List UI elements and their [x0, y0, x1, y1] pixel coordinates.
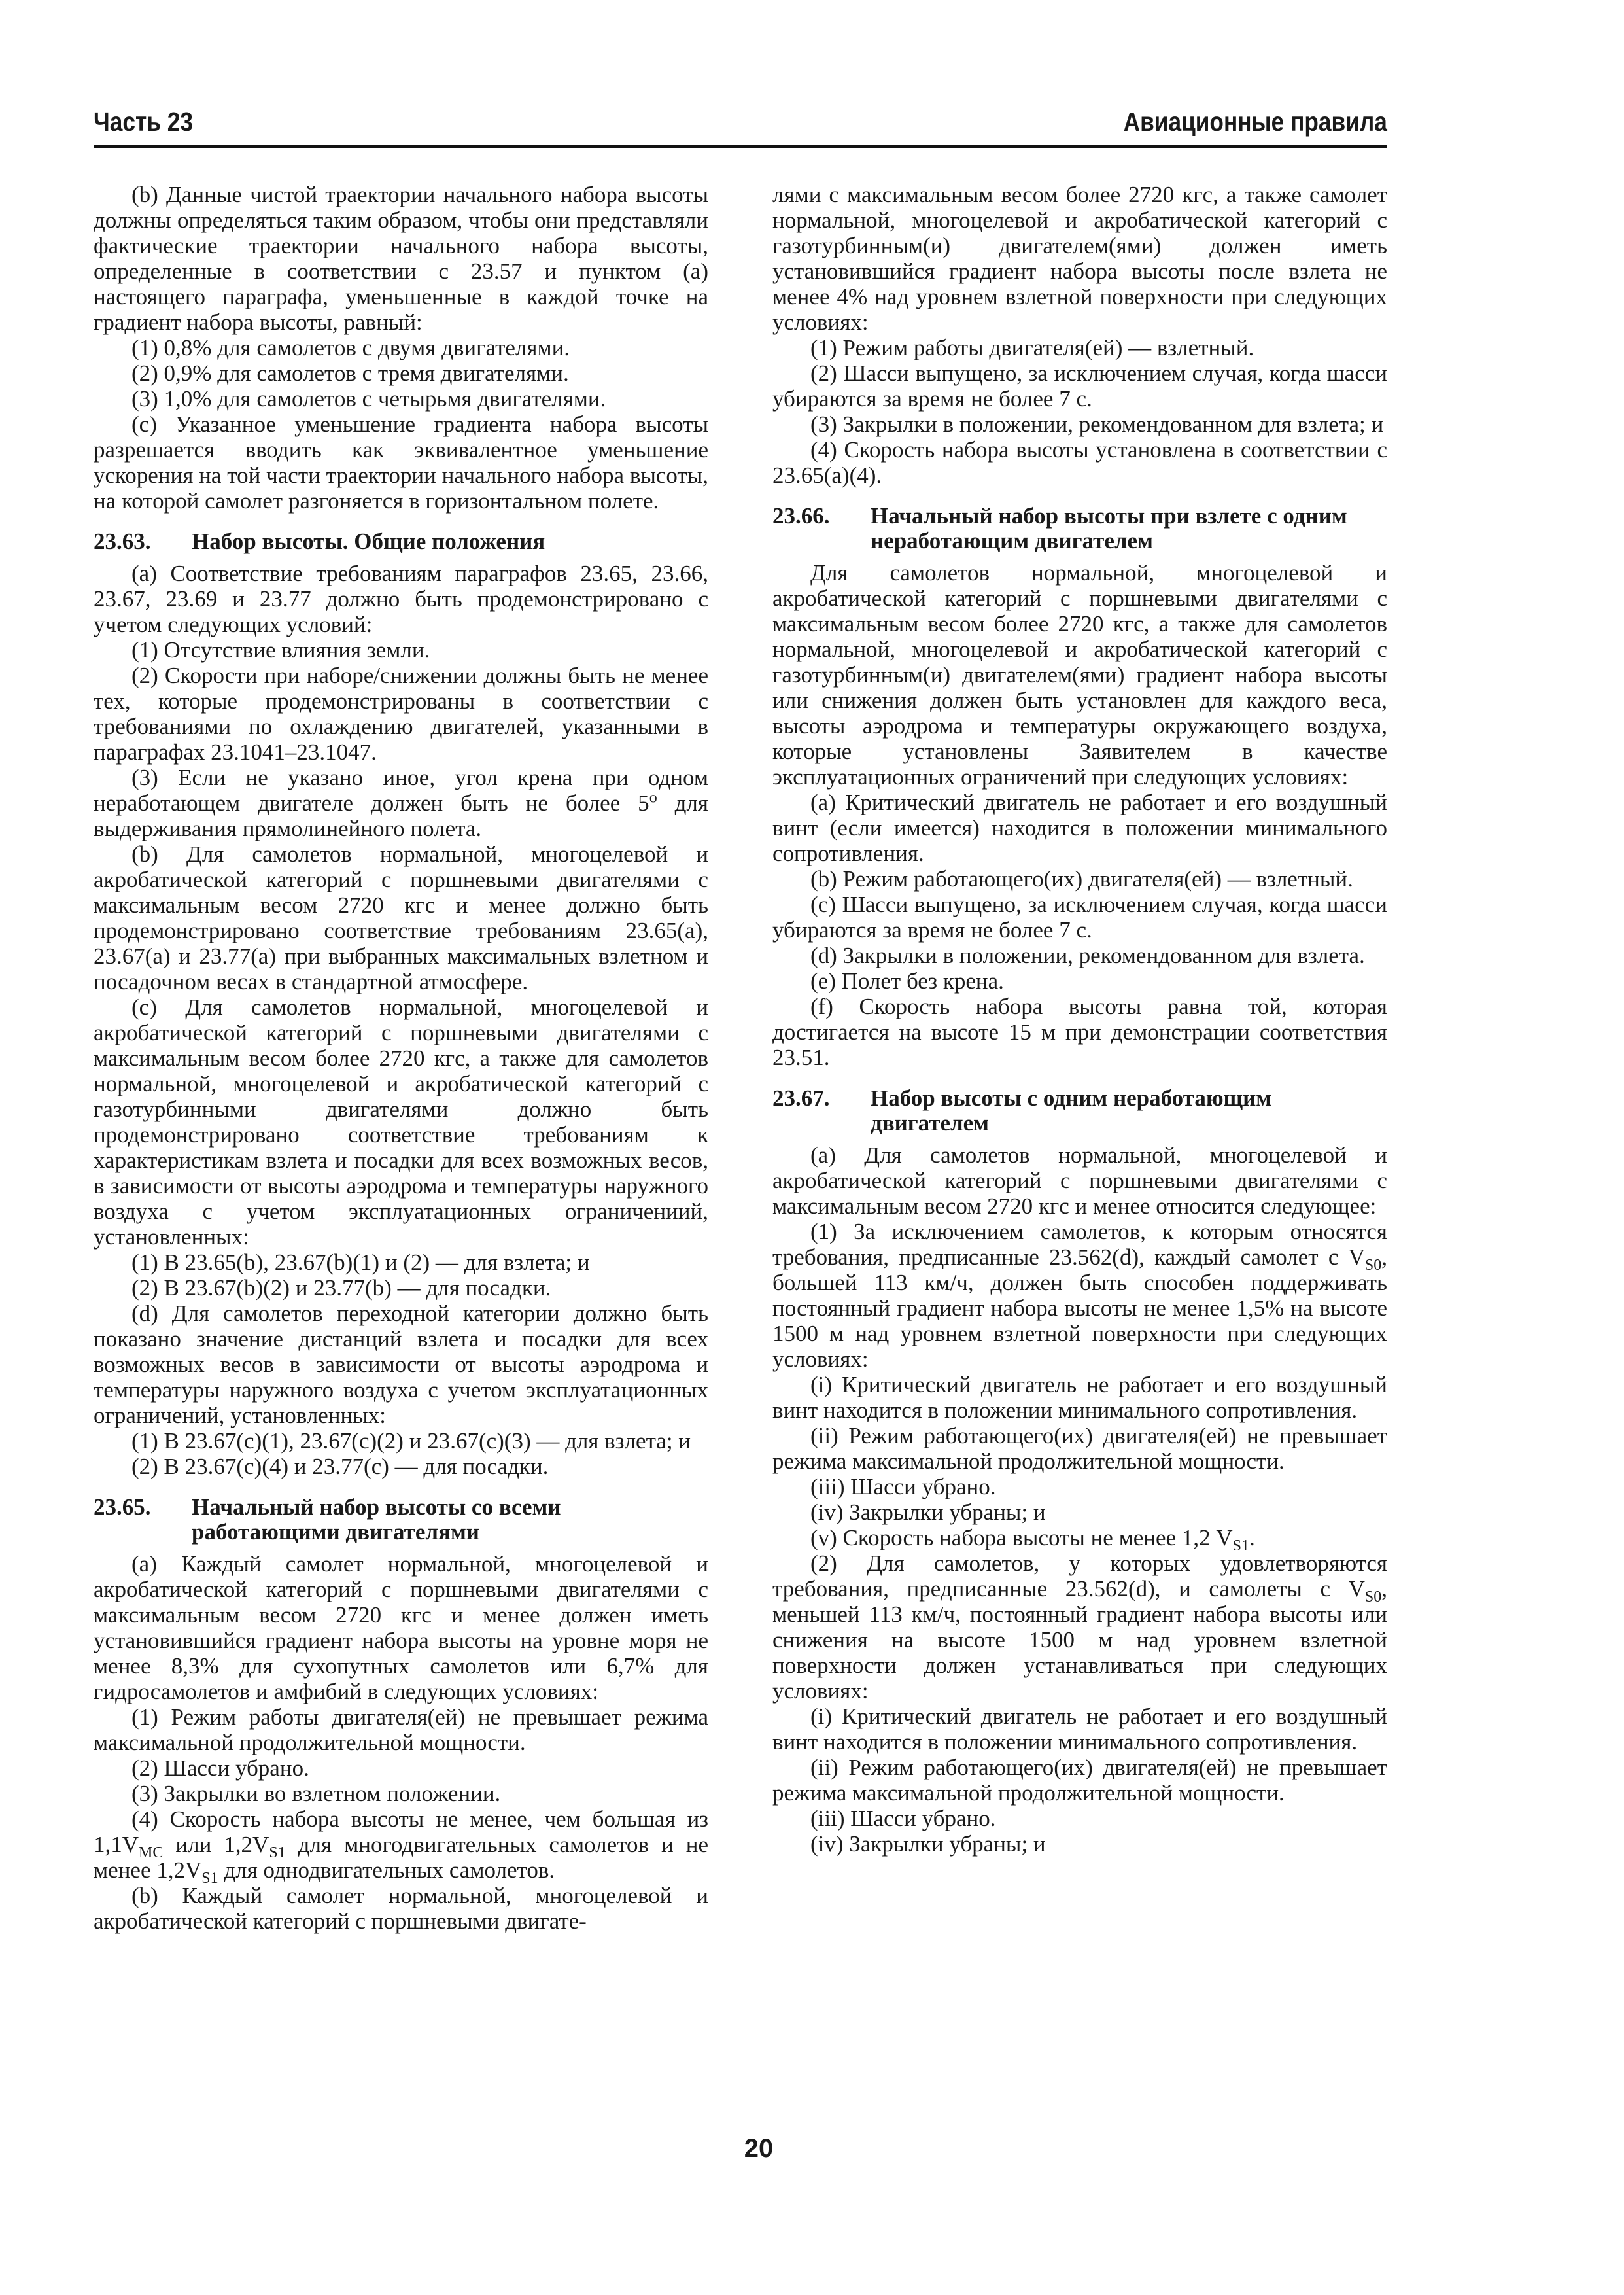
- paragraph: (2) Шасси выпущено, за исключением случая, когда шасси убираются за время не более 7 с.: [772, 360, 1387, 412]
- section-number: 23.63.: [94, 529, 151, 554]
- right-column: [772, 182, 1387, 1857]
- paragraph: (a) Критический двигатель не работает и его воздушный винт (если имеется) находится в положении минимального сопротивления.: [772, 790, 1387, 866]
- header-part: Часть 23: [94, 107, 193, 137]
- section-heading-23-63: [94, 529, 708, 554]
- paragraph: (3) Закрылки в положении, рекомендованном для взлета; и: [810, 412, 1384, 437]
- header-title: Авиационные правила: [1123, 107, 1387, 137]
- paragraph: [772, 1219, 1387, 1372]
- subscript: S1: [269, 1844, 286, 1861]
- paragraph: (1) Режим работы двигателя(ей) — взлетный.: [810, 335, 1254, 360]
- paragraph: (e) Полет без крена.: [810, 968, 1004, 994]
- paragraph: (iii) Шасси убрано.: [810, 1806, 996, 1831]
- paragraph: (4) Скорость набора высоты установлена в соответствии с 23.65(a)(4).: [772, 437, 1387, 488]
- paragraph: лями с максимальным весом более 2720 кгс, а также самолет нормальной, многоцелевой и акробатической категорий с газотурбинным(и) двигателем(ями) должен иметь установившийся градиент набора высоты после взлета не менее 4% над уровнем взлетной поверхности при следующих условиях:: [772, 182, 1387, 335]
- paragraph: (a) Для самолетов нормальной, многоцелевой и акробатической категорий с поршневыми двигателями с максимальным весом 2720 кгс и менее относится следующее:: [772, 1142, 1387, 1219]
- paragraph: (i) Критический двигатель не работает и его воздушный винт находится в положении минимального сопротивления.: [772, 1372, 1387, 1423]
- page-header: [94, 96, 1387, 148]
- paragraph: [772, 1550, 1387, 1704]
- subscript: S0: [1364, 1588, 1382, 1605]
- paragraph: (ii) Режим работающего(их) двигателя(ей) не превышает режима максимальной продолжительной мощности.: [772, 1423, 1387, 1474]
- paragraph: (d) Для самолетов переходной категории должно быть показано значение дистанций взлета и посадки для всех возможных весов в зависимости от высоты аэродрома и температуры наружного воздуха с учетом эксплуатационных ограничений, установленных:: [94, 1301, 708, 1428]
- paragraph: (b) Для самолетов нормальной, многоцелевой и акробатической категорий с поршневыми двигателями с максимальным весом 2720 кгс и менее должно быть продемонстрировано соответствие требованиям 23.65(a), 23.67(a) и 23.77(a) при выбранных максимальных взлетном и посадочном весах в стандартной атмосфере.: [94, 841, 708, 994]
- paragraph: (2) 0,9% для самолетов с тремя двигателями.: [131, 360, 569, 386]
- text-run: , большей 113 км/ч, должен быть способен поддерживать постоянный градиент набора высоты не менее 1,5% на высоте 1500 м над уровнем взлетной поверхности при следующих условиях:: [772, 1244, 1387, 1372]
- left-column: [94, 182, 708, 1934]
- section-title: Начальный набор высоты со всеми работающими двигателями: [192, 1494, 561, 1545]
- subscript: S0: [1364, 1257, 1382, 1274]
- paragraph: (1) Режим работы двигателя(ей) не превышает режима максимальной продолжительной мощности.: [94, 1704, 708, 1755]
- section-number: 23.65.: [94, 1494, 151, 1520]
- section-number: 23.66.: [772, 503, 830, 529]
- subscript: MC: [139, 1844, 164, 1861]
- paragraph: (a) Каждый самолет нормальной, многоцелевой и акробатической категорий с поршневыми двигателями с максимальным весом 2720 кгс и менее должен иметь установившийся градиент набора высоты на уровне моря не менее 8,3% для сухопутных самолетов или 6,7% для гидросамолетов и амфибий в следующих условиях:: [94, 1551, 708, 1704]
- paragraph: (d) Закрылки в положении, рекомендованном для взлета.: [810, 943, 1365, 968]
- paragraph: (2) В 23.67(b)(2) и 23.77(b) — для посадки.: [131, 1275, 551, 1301]
- paragraph: (3) Закрылки во взлетном положении.: [131, 1781, 501, 1806]
- paragraph: (b) Режим работающего(их) двигателя(ей) — взлетный.: [810, 866, 1353, 892]
- paragraph: [94, 765, 708, 841]
- paragraph: (3) 1,0% для самолетов с четырьмя двигателями.: [131, 386, 606, 412]
- paragraph: (iv) Закрылки убраны; и: [810, 1499, 1046, 1525]
- paragraph: (i) Критический двигатель не работает и его воздушный винт находится в положении минимального сопротивления.: [772, 1704, 1387, 1755]
- section-heading-23-65: [94, 1495, 708, 1545]
- text-run: .: [1249, 1525, 1255, 1550]
- section-title: Начальный набор высоты при взлете с одним неработающим двигателем: [871, 503, 1347, 553]
- paragraph: (c) Для самолетов нормальной, многоцелевой и акробатической категорий с поршневыми двигателями с максимальным весом более 2720 кгс, а также для самолетов нормальной, многоцелевой и акробатической категорий с газотурбинными двигателями должно быть продемонстрировано соответствие требованиям к характеристикам взлета и посадки для всех возможных весов, в зависимости от высоты аэродрома и температуры наружного воздуха с учетом эксплуатационных ограничениий, установленных:: [94, 994, 708, 1250]
- text-run: (3) Если не указано иное, угол крена при одном неработающем двигателе должен быть не более 5: [94, 765, 708, 816]
- paragraph: (2) Шасси убрано.: [131, 1755, 309, 1781]
- paragraph: (b) Данные чистой траектории начального набора высоты должны определяться таким образом, чтобы они представляли фактические траектории начального набора высоты, определенные в соответствии с 23.57 и пунктом (a) настоящего параграфа, уменьшенные в каждой точке на градиент набора высоты, равный:: [94, 182, 708, 335]
- paragraph: Для самолетов нормальной, многоцелевой и акробатической категорий с поршневыми двигателями с максимальным весом более 2720 кгс, а также для самолетов нормальной, многоцелевой и акробатической категорий с газотурбинным(и) двигателем(ями) градиент набора высоты или снижения должен быть установлен для каждого веса, высоты аэродрома и температуры окружающего воздуха, которые установлены Заявителем в качестве эксплуатационных ограничений при следующих условиях:: [772, 560, 1387, 790]
- text-run: (2) Для самолетов, у которых удовлетворяются требования, предписанные 23.562(d), и самолеты с V: [772, 1550, 1387, 1602]
- paragraph: [94, 1806, 708, 1887]
- text-run: для выдерживания прямолинейного полета.: [94, 790, 708, 841]
- section-title: Набор высоты. Общие положения: [192, 529, 545, 554]
- section-heading-23-67: [772, 1086, 1387, 1136]
- paragraph: [772, 1525, 1387, 1554]
- section-title: Набор высоты с одним неработающим двигателем: [871, 1085, 1272, 1136]
- text-run: для однодвигательных самолетов.: [218, 1857, 555, 1883]
- paragraph: (2) В 23.67(c)(4) и 23.77(c) — для посадки.: [131, 1454, 549, 1479]
- paragraph: (b) Каждый самолет нормальной, многоцелевой и акробатической категорий с поршневыми двигате-: [94, 1883, 708, 1934]
- degree-superscript: o: [649, 789, 657, 807]
- text-run: для многодвигательных самолетов и не менее 1,2V: [94, 1832, 708, 1883]
- paragraph: (1) Отсутствие влияния земли.: [131, 637, 430, 663]
- section-heading-23-66: [772, 504, 1387, 553]
- text-run: (1) За исключением самолетов, к которым относятся требования, предписанные 23.562(d), каждый самолет с V: [772, 1219, 1387, 1270]
- text-run: (4) Скорость набора высоты не менее, чем большая из 1,1V: [94, 1806, 708, 1857]
- section-number: 23.67.: [772, 1085, 830, 1111]
- paragraph: (c) Шасси выпущено, за исключением случая, когда шасси убираются за время не более 7 с.: [772, 892, 1387, 943]
- subscript: S1: [1232, 1537, 1249, 1554]
- text-run: (v) Скорость набора высоты не менее 1,2 V: [810, 1525, 1233, 1550]
- paragraph: (iii) Шасси убрано.: [810, 1474, 996, 1499]
- subscript: S1: [201, 1870, 218, 1887]
- paragraph: (iv) Закрылки убраны; и: [810, 1831, 1046, 1857]
- paragraph: (2) Скорости при наборе/снижении должны быть не менее тех, которые продемонстрированы в соответствии с требованиями по охлаждению двигателей, указанными в параграфах 23.1041–23.1047.: [94, 663, 708, 765]
- paragraph: (a) Соответствие требованиям параграфов 23.65, 23.66, 23.67, 23.69 и 23.77 должно быть продемонстрировано с учетом следующих условий:: [94, 561, 708, 637]
- text-run: , меньшей 113 км/ч, постоянный градиент набора высоты или снижения на высоте 1500 м над уровнем взлетной поверхности должен устанавливаться при следующих условиях:: [772, 1576, 1387, 1704]
- paragraph: (1) В 23.67(c)(1), 23.67(c)(2) и 23.67(c)(3) — для взлета; и: [131, 1428, 691, 1454]
- paragraph: (ii) Режим работающего(их) двигателя(ей) не превышает режима максимальной продолжительной мощности.: [772, 1755, 1387, 1806]
- text-run: или 1,2V: [163, 1832, 269, 1857]
- page-number: 20: [744, 2134, 774, 2163]
- paragraph: (f) Скорость набора высоты равна той, которая достигается на высоте 15 м при демонстрации соответствия 23.51.: [772, 994, 1387, 1070]
- paragraph: (1) 0,8% для самолетов с двумя двигателями.: [131, 335, 570, 360]
- paragraph: (1) В 23.65(b), 23.67(b)(1) и (2) — для взлета; и: [131, 1250, 590, 1275]
- paragraph: (c) Указанное уменьшение градиента набора высоты разрешается вводить как эквивалентное уменьшение ускорения на той части траектории начального набора высоты, на которой самолет разгоняется в горизонтальном полете.: [94, 412, 708, 514]
